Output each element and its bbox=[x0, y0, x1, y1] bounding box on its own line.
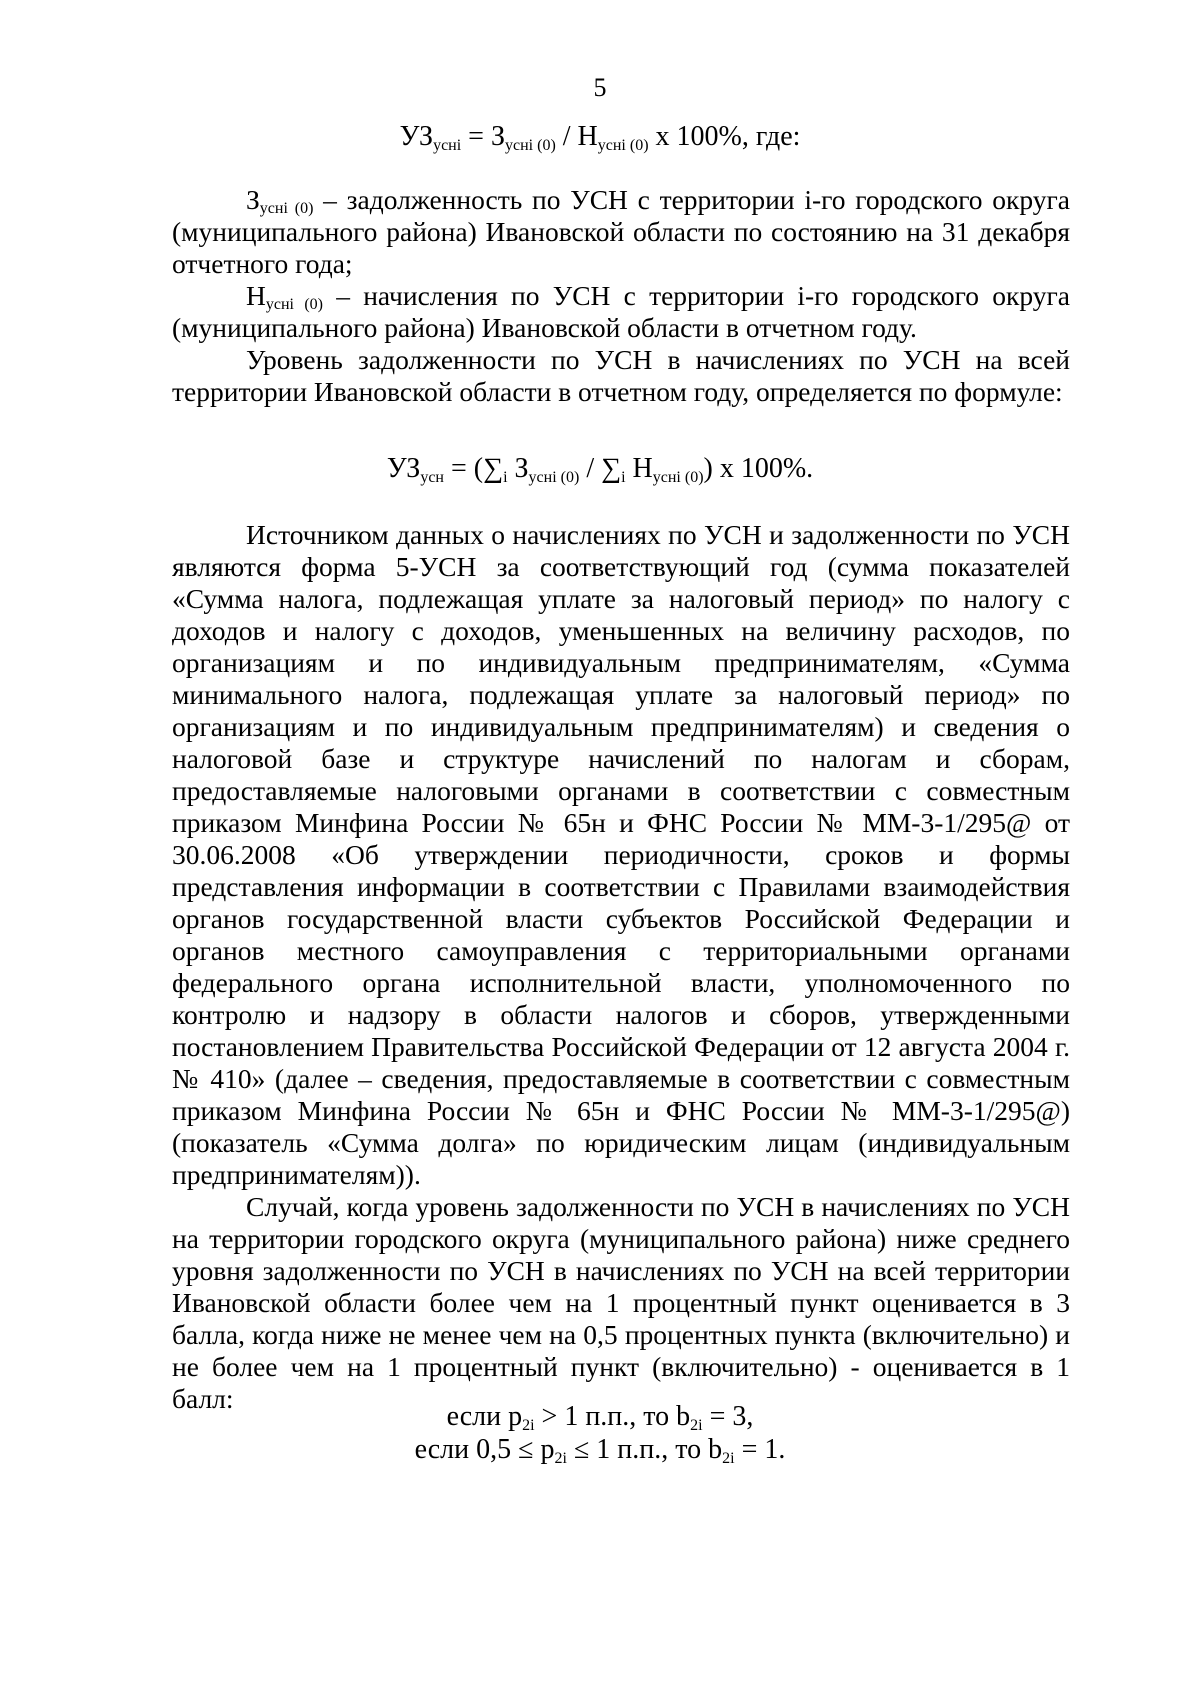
scoring-conditions bbox=[0, 1400, 1200, 1466]
condition-subscript: 2i bbox=[690, 1417, 703, 1434]
definition-accruals bbox=[172, 280, 1070, 344]
condition-subscript: 2i bbox=[554, 1450, 567, 1467]
formula-symbol: Н bbox=[625, 453, 653, 484]
condition-text: ≤ 1 п.п., то b bbox=[566, 1434, 723, 1465]
definition-symbol: З bbox=[246, 184, 260, 215]
formula-subscript: i bbox=[621, 469, 626, 486]
formula-symbol: УЗ bbox=[386, 453, 421, 484]
formula-symbol: / ∑ bbox=[579, 453, 622, 484]
formula-symbol: = (∑ bbox=[443, 453, 504, 484]
condition-text: если 0,5 ≤ p bbox=[414, 1434, 555, 1465]
definition-text: – начисления по УСН с территории i-го городского округа (муниципального района) Ивановской области в отчетном году. bbox=[172, 280, 1070, 343]
formula-debt-level-municipal bbox=[0, 120, 1200, 154]
paragraph-scoring-case: Случай, когда уровень задолженности по УСН в начислениях по УСН на территории городского округа (муниципального района) ниже среднего уровня задолженности по УСН в начислениях по УСН на всей территории Ивановской области более чем на 1 процентный пункт оценивается в 3 балла, когда ниже не менее чем на 0,5 процентных пункта (включительно) и не более чем на 1 процентный пункт (включительно) - оценивается в 1 балл: bbox=[172, 1191, 1070, 1414]
condition-text: > 1 п.п., то b bbox=[534, 1401, 691, 1432]
condition-subscript: 2i bbox=[722, 1450, 735, 1467]
formula-symbol: З bbox=[507, 453, 529, 484]
formula-subscript: усні (0) bbox=[652, 469, 704, 486]
definition-text: – задолженность по УСН с территории i-го городского округа (муниципального района) Ивановской области по состоянию на 31 декабря отчетного года; bbox=[172, 184, 1071, 279]
formula-symbol: / Н bbox=[555, 121, 598, 152]
condition-text: = 3, bbox=[702, 1401, 754, 1432]
definition-subscript: усні (0) bbox=[265, 296, 323, 313]
condition-three-points bbox=[0, 1400, 1200, 1433]
paragraph-regional-level: Уровень задолженности по УСН в начислениях по УСН на всей территории Ивановской области в отчетном году, определяется по формуле: bbox=[172, 344, 1070, 407]
formula-subscript: усні (0) bbox=[505, 137, 556, 154]
definition-subscript: усні (0) bbox=[259, 200, 314, 217]
formula-subscript: усні (0) bbox=[597, 137, 649, 154]
formula-symbol: ) х 100%. bbox=[703, 453, 814, 484]
formula-symbol: УЗ bbox=[399, 121, 434, 152]
definition-debt bbox=[172, 184, 1070, 280]
formula-subscript: усн bbox=[420, 469, 444, 486]
definition-symbol: Н bbox=[246, 280, 266, 311]
paragraph-data-sources: Источником данных о начислениях по УСН и задолженности по УСН являются форма 5-УСН за соответствующий год (сумма показателей «Сумма налога, подлежащая уплате за налоговый период» по налогу с доходов и налогу с доходов, уменьшенных на величину расходов, по организациям и по индивидуальным предпринимателям, «Сумма минимального налога, подлежащая уплате за налоговый период» по организациям и по индивидуальным предпринимателям) и сведения о налоговой базе и структуре начислений по налогам и сборам, предоставляемые налоговыми органами в соответствии с совместным приказом Минфина России № 65н и ФНС России № ММ-3-1/295@ от 30.06.2008 «Об утверждении периодичности, сроков и формы представления информации в соответствии с Правилами взаимодействия органов государственной власти субъектов Российской Федерации и органов местного самоуправления с территориальными органами федерального органа исполнительной власти, уполномоченного по контролю и надзору в области налогов и сборов, утвержденными постановлением Правительства Российской Федерации от 12 августа 2004 г. № 410» (далее – сведения, предоставляемые в соответствии с совместным приказом Минфина России № 65н и ФНС России № ММ-3-1/295@) (показатель «Сумма долга» по юридическим лицам (индивидуальным предпринимателям)). bbox=[172, 519, 1070, 1190]
formula-subscript: i bbox=[503, 469, 508, 486]
condition-one-point bbox=[0, 1433, 1200, 1466]
condition-text: если p bbox=[446, 1401, 523, 1432]
formula-symbol: х 100%, где: bbox=[648, 121, 801, 152]
condition-subscript: 2i bbox=[522, 1417, 535, 1434]
formula-symbol: = З bbox=[461, 121, 505, 152]
page-number: 5 bbox=[593, 73, 607, 102]
formula-subscript: усні bbox=[433, 137, 462, 154]
definitions-block bbox=[172, 184, 1070, 408]
condition-text: = 1. bbox=[734, 1434, 786, 1465]
formula-subscript: усні (0) bbox=[528, 469, 580, 486]
formula-debt-level-regional bbox=[0, 452, 1200, 486]
main-text-block bbox=[172, 519, 1070, 1415]
